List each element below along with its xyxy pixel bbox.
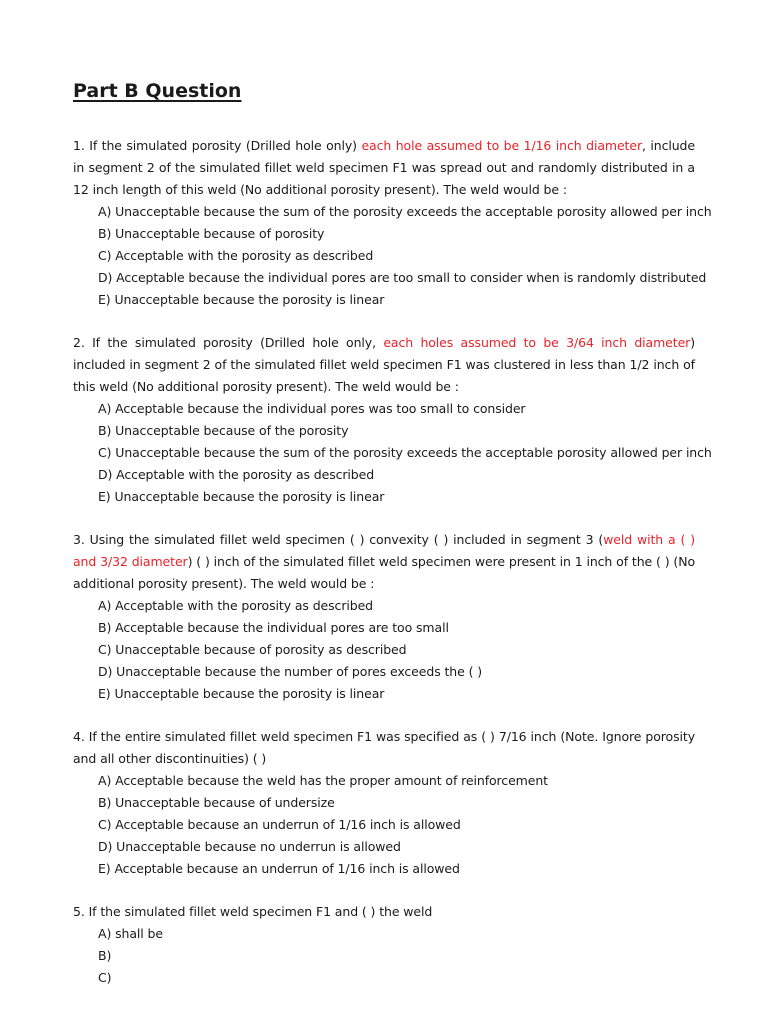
answer-option-d: D) Acceptable because the individual pores are too small to consider when is randomly distributed xyxy=(98,270,707,285)
answer-options xyxy=(73,923,695,989)
question-text-pre: 1. If the simulated porosity (Drilled hole only) xyxy=(73,138,362,153)
answer-option-c: C) Unacceptable because the sum of the porosity exceeds the acceptable porosity allowed per inch xyxy=(98,445,712,460)
question-text xyxy=(73,332,695,398)
answer-option-b: B) xyxy=(98,948,112,963)
answer-option-c: C) xyxy=(98,970,112,985)
answer-option-c: C) Acceptable because an underrun of 1/16 inch is allowed xyxy=(98,817,461,832)
question-highlight: each holes assumed to be 3/64 inch diameter xyxy=(383,335,691,350)
question-text-pre: 4. If the entire simulated fillet weld specimen F1 was specified as ( ) 7/16 inch (Note. Ignore porosity and all other discontinuities) ( ) xyxy=(73,729,695,766)
answer-options xyxy=(73,201,712,311)
answer-option-c: C) Unacceptable because of porosity as described xyxy=(98,642,407,657)
answer-option-a: A) Acceptable because the individual pores was too small to consider xyxy=(98,401,526,416)
answer-option-d: D) Acceptable with the porosity as described xyxy=(98,467,375,482)
question-text-post: ) included in segment 2 of the simulated fillet weld specimen F1 was clustered in less than 1/2 inch of this weld (No additional porosity present). The weld would be : xyxy=(73,335,695,394)
question-3 xyxy=(73,529,695,705)
answer-option-e: E) Unacceptable because the porosity is linear xyxy=(98,686,385,701)
question-highlight: weld with a ( ) and 3/32 diameter xyxy=(73,532,695,569)
answer-option-e: E) Unacceptable because the porosity is linear xyxy=(98,292,385,307)
answer-options xyxy=(73,770,695,880)
question-text xyxy=(73,135,695,201)
question-text-post: ) ( ) inch of the simulated fillet weld specimen were present in 1 inch of the ( ) (No additional porosity present). The weld would be : xyxy=(73,554,695,591)
answer-option-c: C) Acceptable with the porosity as described xyxy=(98,248,374,263)
answer-option-b: B) Unacceptable because of the porosity xyxy=(98,423,349,438)
answer-option-b: B) Acceptable because the individual pores are too small xyxy=(98,620,449,635)
answer-option-b: B) Unacceptable because of undersize xyxy=(98,795,335,810)
question-2 xyxy=(73,332,712,508)
answer-option-a: A) Acceptable because the weld has the proper amount of reinforcement xyxy=(98,773,548,788)
question-text xyxy=(73,529,695,595)
question-text-pre: 2. If the simulated porosity (Drilled hole only, xyxy=(73,335,384,350)
answer-option-b: B) Unacceptable because of porosity xyxy=(98,226,325,241)
answer-option-d: D) Unacceptable because the number of pores exceeds the ( ) xyxy=(98,664,482,679)
answer-options xyxy=(73,398,712,508)
question-text xyxy=(73,726,695,770)
question-4 xyxy=(73,726,695,880)
answer-option-e: E) Acceptable because an underrun of 1/16 inch is allowed xyxy=(98,861,460,876)
document-title: Part B Question xyxy=(73,80,242,102)
answer-option-a: A) Unacceptable because the sum of the porosity exceeds the acceptable porosity allowed per inch xyxy=(98,204,712,219)
question-highlight: each hole assumed to be 1/16 inch diameter xyxy=(361,138,642,153)
question-5 xyxy=(73,901,695,989)
question-text xyxy=(73,901,695,923)
answer-option-d: D) Unacceptable because no underrun is allowed xyxy=(98,839,401,854)
answer-option-a: A) shall be xyxy=(98,926,163,941)
question-text-post: , include in segment 2 of the simulated fillet weld specimen F1 was spread out and randomly distributed in a 12 inch length of this weld (No additional porosity present). The weld would be : xyxy=(73,138,695,197)
answer-options xyxy=(73,595,695,705)
question-text-pre: 3. Using the simulated fillet weld specimen ( ) convexity ( ) included in segment 3 ( xyxy=(73,532,604,547)
question-text-pre: 5. If the simulated fillet weld specimen F1 and ( ) the weld xyxy=(73,904,433,919)
answer-option-e: E) Unacceptable because the porosity is linear xyxy=(98,489,385,504)
answer-option-a: A) Acceptable with the porosity as described xyxy=(98,598,373,613)
question-1 xyxy=(73,135,712,311)
